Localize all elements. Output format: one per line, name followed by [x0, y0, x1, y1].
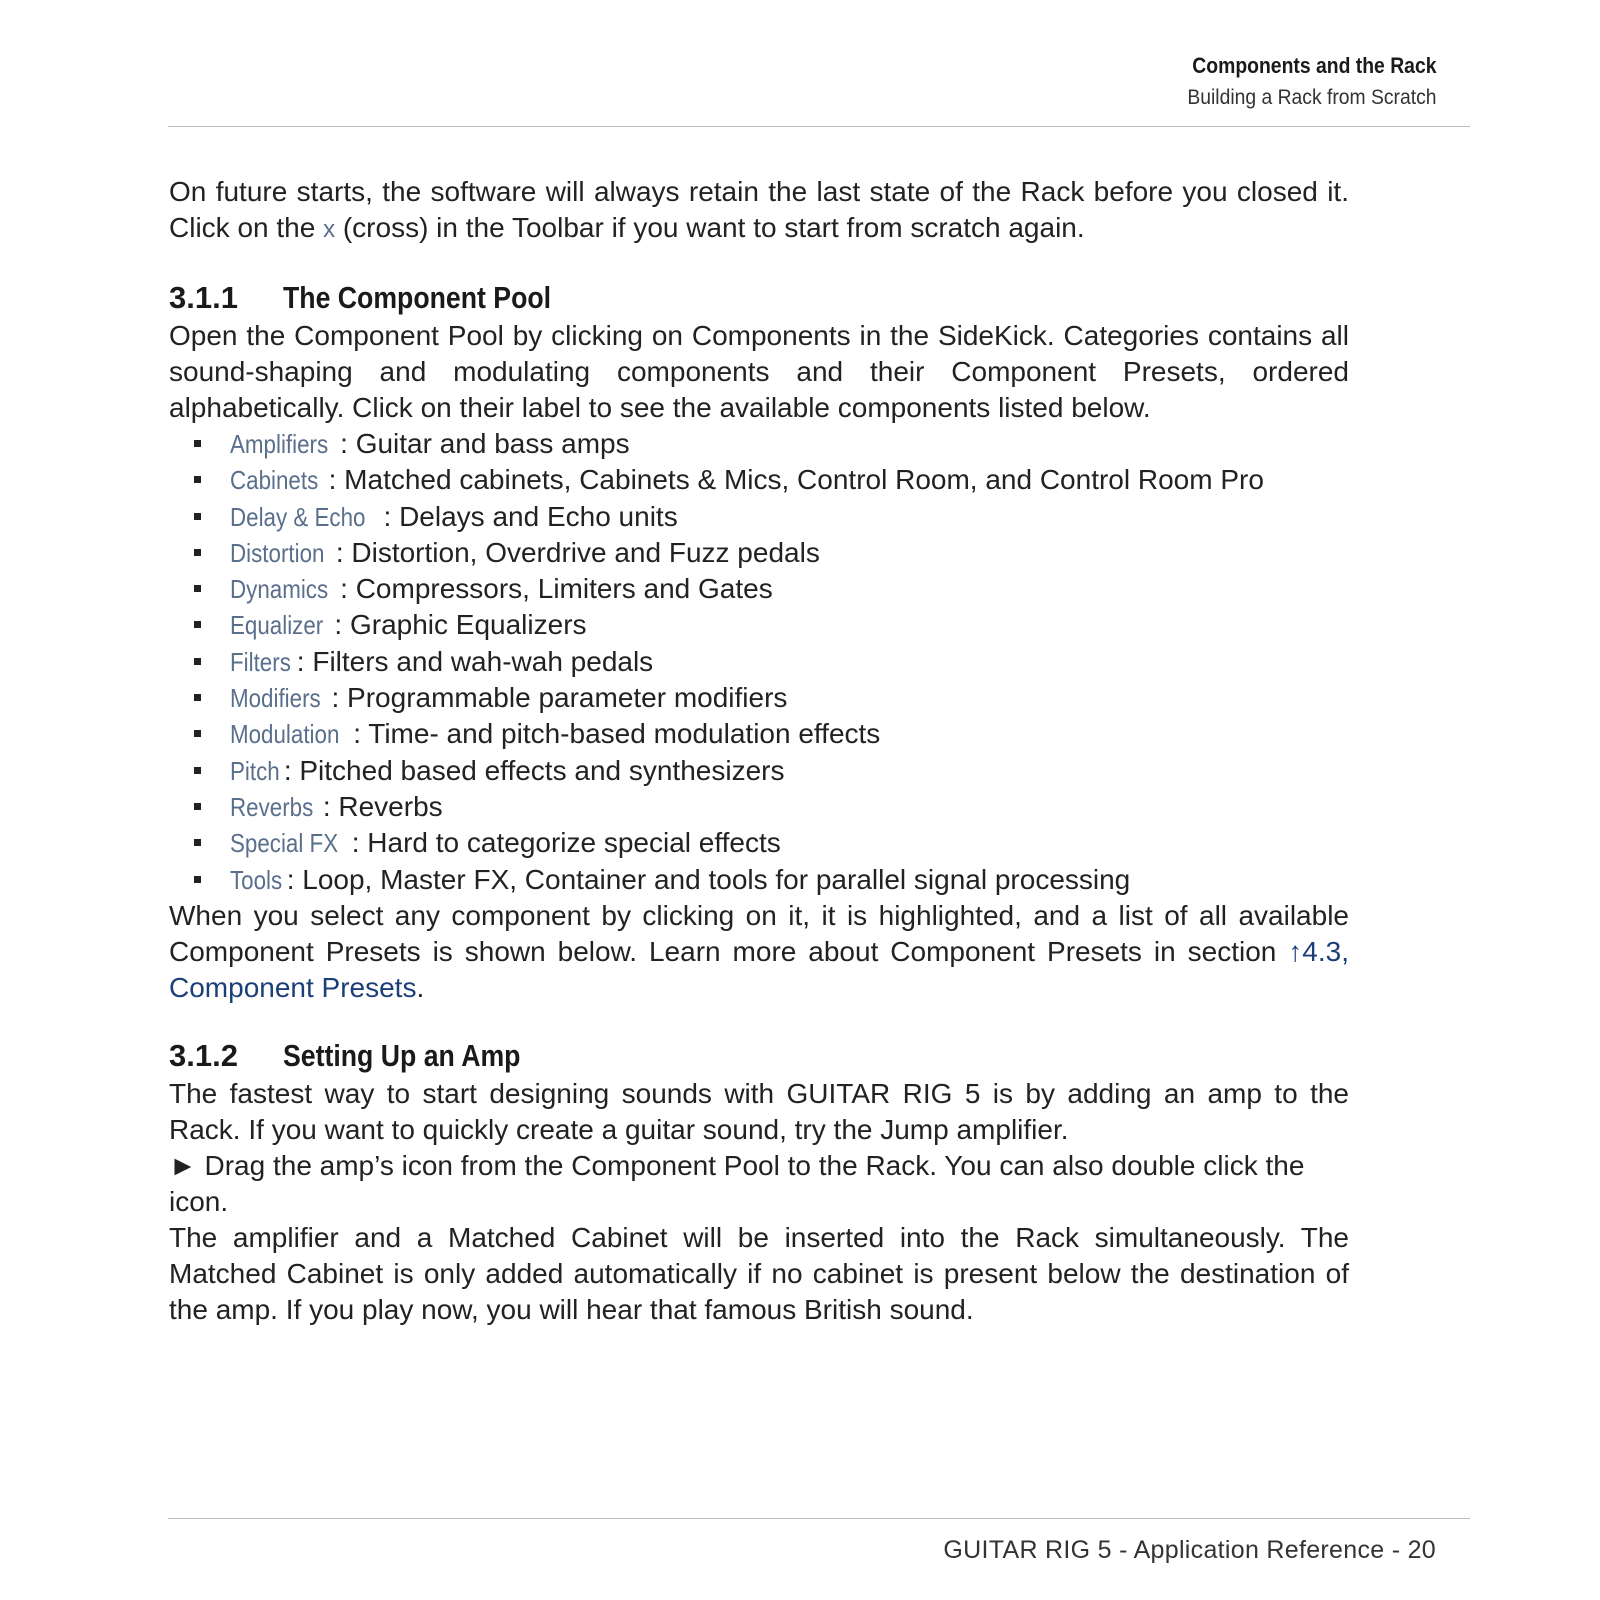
- bullet-icon: [194, 767, 201, 774]
- category-item: [194, 862, 1349, 898]
- category-item: [194, 571, 1349, 607]
- category-description: : Guitar and bass amps: [340, 428, 630, 459]
- bullet-icon: [194, 476, 201, 483]
- category-name: Special FX: [230, 828, 339, 859]
- bullet-icon: [194, 876, 201, 883]
- amp-intro-paragraph: The fastest way to start designing sounds with GUITAR RIG 5 is by adding an amp to the Rack. If you want to quickly create a guitar sound, try the Jump amplifier.: [169, 1077, 1349, 1145]
- category-name: Equalizer: [230, 610, 324, 641]
- section-number: 3.1.1: [169, 280, 238, 315]
- category-name: Dynamics: [230, 574, 329, 605]
- bullet-icon: [194, 513, 201, 520]
- category-name: Filters: [230, 646, 291, 677]
- category-item: [194, 535, 1349, 571]
- category-description: : Graphic Equalizers: [334, 609, 587, 641]
- category-item: [194, 825, 1349, 861]
- running-header: [1159, 52, 1436, 112]
- category-name: Modifiers: [230, 683, 321, 714]
- bullet-icon: [194, 658, 201, 665]
- bullet-icon: [194, 803, 201, 810]
- section-heading-component-pool: [169, 278, 1349, 318]
- page-footer: GUITAR RIG 5 - Application Reference - 20: [943, 1536, 1436, 1564]
- category-name: Delay & Echo: [230, 501, 366, 532]
- category-name: Amplifiers: [230, 429, 329, 459]
- category-description: : Matched cabinets, Cabinets & Mics, Control Room, and Control Room Pro: [328, 464, 1264, 496]
- category-description: : Distortion, Overdrive and Fuzz pedals: [335, 536, 820, 568]
- bullet-icon: [194, 621, 201, 628]
- intro-text-end: (cross) in the Toolbar if you want to start from scratch again.: [335, 212, 1085, 243]
- category-item: [194, 607, 1349, 643]
- page-body: [169, 174, 1349, 1328]
- category-description: : Hard to categorize special effects: [351, 827, 781, 859]
- category-item: [194, 716, 1349, 752]
- category-item: [194, 644, 1349, 680]
- footer-divider: [168, 1518, 1470, 1519]
- after-list-text: When you select any component by clicking on it, it is highlighted, and a list of all available Component Presets is shown below. Learn more about Component Presets in section: [169, 899, 1349, 967]
- category-name: Tools: [230, 864, 283, 895]
- category-description: : Reverbs: [322, 790, 443, 822]
- section-heading-setting-up-amp: [169, 1036, 1349, 1076]
- category-name: Distortion: [230, 537, 325, 568]
- category-name: Modulation: [230, 719, 340, 750]
- category-name: Reverbs: [230, 791, 314, 822]
- cross-symbol: x: [323, 216, 336, 243]
- category-item: [194, 680, 1349, 716]
- header-divider: [168, 126, 1470, 127]
- after-list-paragraph: [169, 898, 1349, 1006]
- category-item: [194, 462, 1349, 498]
- bullet-icon: [194, 839, 201, 846]
- bullet-icon: [194, 549, 201, 556]
- category-description: : Pitched based effects and synthesizers: [283, 754, 785, 786]
- bullet-icon: [194, 440, 201, 447]
- category-name: Pitch: [230, 755, 280, 786]
- section-title: The Component Pool: [283, 280, 552, 315]
- header-section-title: Building a Rack from Scratch: [1186, 86, 1436, 109]
- instruction-step: ► Drag the amp’s icon from the Component Pool to the Rack. You can also double click the icon.: [169, 1149, 1305, 1217]
- category-description: : Programmable parameter modifiers: [331, 682, 788, 714]
- intro-text-start: On future starts, the software will always retain the last state of the Rack before you closed it. Click on the: [169, 176, 1349, 243]
- category-description: : Filters and wah-wah pedals: [296, 645, 654, 677]
- category-item: [194, 426, 1349, 462]
- bullet-icon: [194, 694, 201, 701]
- header-chapter-title: Components and the Rack: [1191, 53, 1436, 78]
- category-name: Cabinets: [230, 465, 319, 496]
- category-description: : Time- and pitch-based modulation effects: [353, 718, 881, 750]
- after-list-period: .: [416, 971, 425, 1003]
- category-description: : Loop, Master FX, Container and tools for parallel signal processing: [286, 863, 1131, 895]
- category-description: : Compressors, Limiters and Gates: [340, 573, 773, 605]
- section-title: Setting Up an Amp: [283, 1037, 521, 1073]
- category-list: [169, 426, 1349, 898]
- category-item: [194, 499, 1349, 535]
- category-item: [194, 789, 1349, 825]
- category-item: [194, 753, 1349, 789]
- component-presets-link[interactable]: ↑4.3, Component Presets: [169, 935, 1349, 1003]
- bullet-icon: [194, 730, 201, 737]
- intro-paragraph: [169, 174, 1349, 248]
- matched-cabinet-paragraph: The amplifier and a Matched Cabinet will be inserted into the Rack simultaneously. The Matched Cabinet is only added automatically if no cabinet is present below the destination of the amp. If you play now, you will hear that famous British sound.: [169, 1221, 1349, 1325]
- component-pool-paragraph: Open the Component Pool by clicking on Components in the SideKick. Categories contains all sound-shaping and modulating components and their Component Presets, ordered alphabetically. Click on their label to see the available components listed below.: [169, 320, 1349, 423]
- section-number: 3.1.2: [169, 1037, 238, 1073]
- category-description: : Delays and Echo units: [383, 500, 678, 532]
- bullet-icon: [194, 585, 201, 592]
